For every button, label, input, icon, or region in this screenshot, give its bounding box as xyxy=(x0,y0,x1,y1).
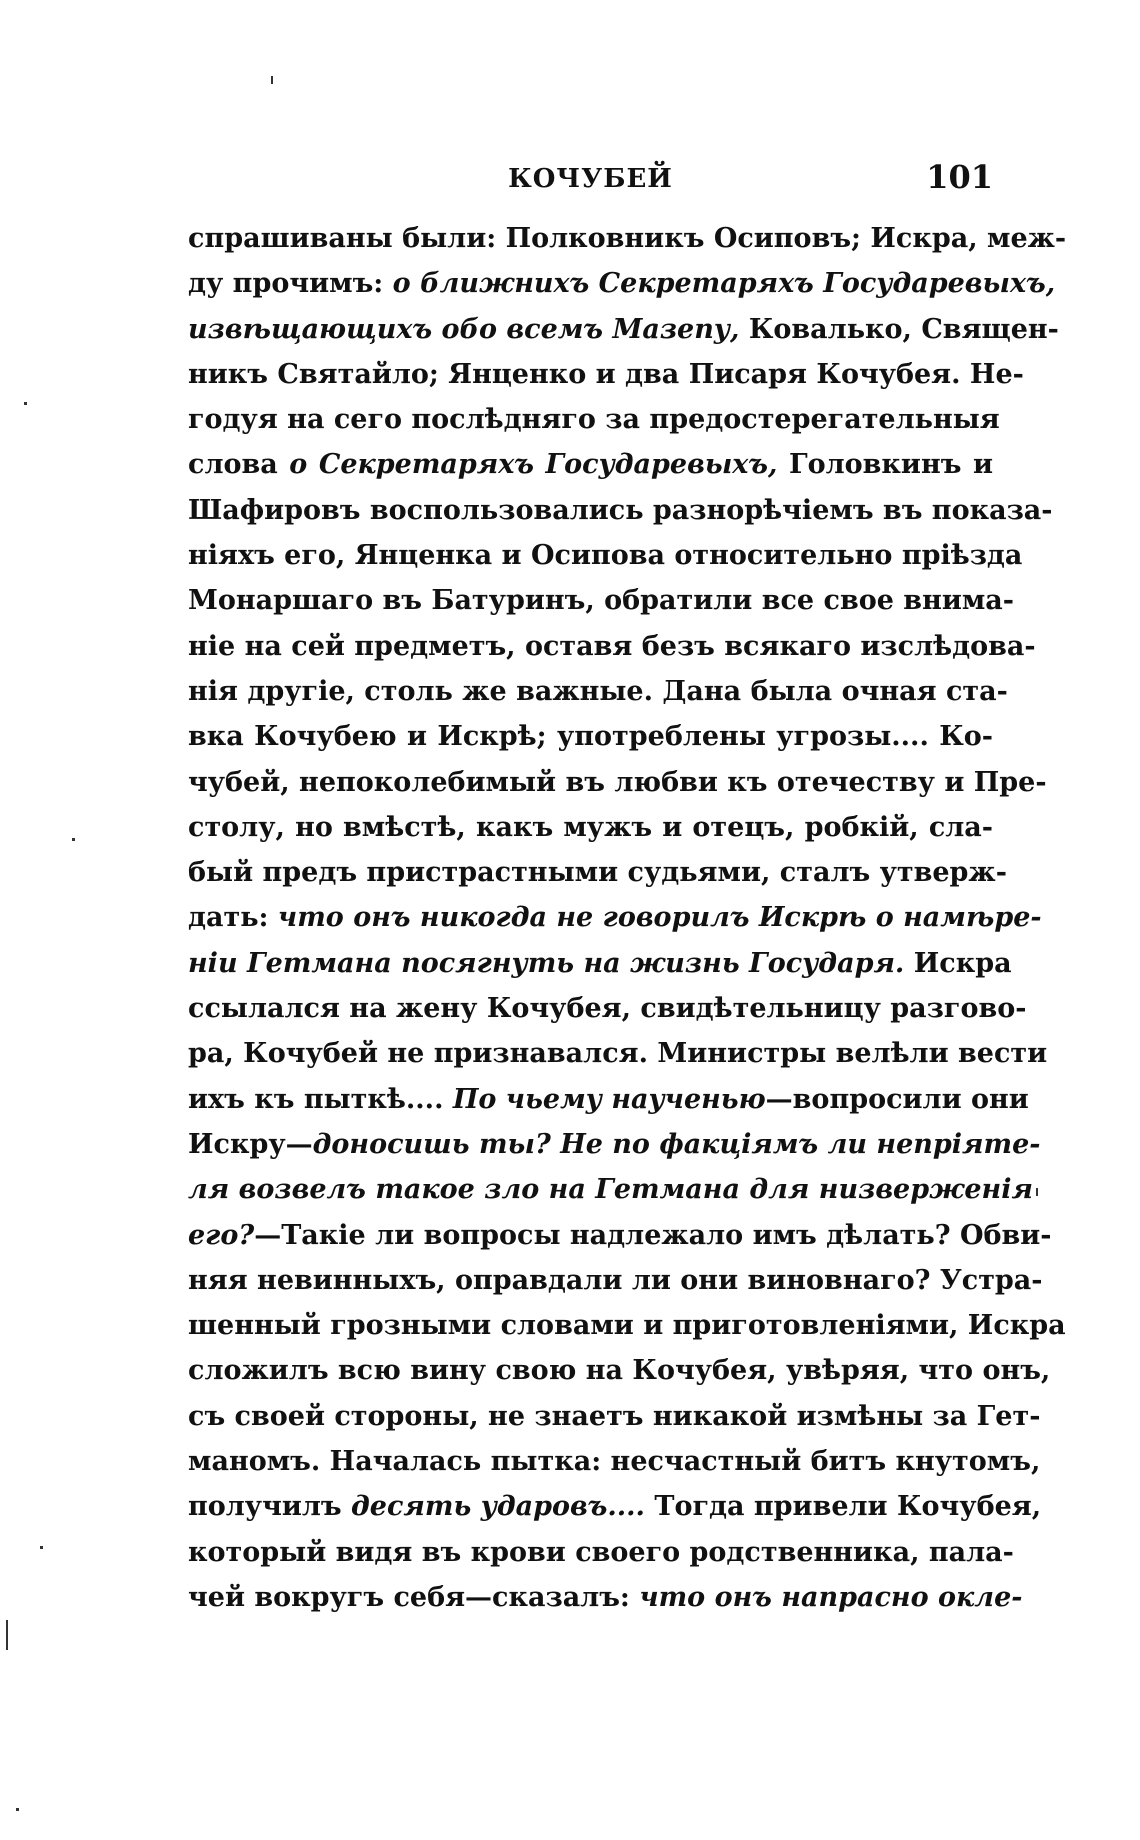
text-segment: —вопросили они xyxy=(765,1083,1029,1115)
text-line xyxy=(188,1122,1041,1167)
text-segment: дать: xyxy=(188,902,278,934)
text-segment: чей вокругъ себя—сказалъ: xyxy=(188,1581,640,1613)
text-segment: сложилъ всю вину свою на Кочубея, увѣряя, что онъ, xyxy=(188,1355,1051,1387)
italic-segment: извѣщающихъ обо всемъ Мазепу, xyxy=(188,313,749,345)
text-line xyxy=(188,1348,1051,1393)
page-header xyxy=(188,158,993,198)
text-segment: ра, Кочубей не признавался. Министры велѣли вести xyxy=(188,1038,1048,1070)
italic-segment: о ближнихъ Секретаряхъ Государевыхъ, xyxy=(392,268,1056,300)
page-number: 101 xyxy=(926,158,993,196)
text-segment: годуя на сего послѣдняго за предостерегательныя xyxy=(188,404,1000,436)
italic-segment: ніи Гетмана посягнуть на жизнь Государя. xyxy=(188,947,905,979)
scan-speck xyxy=(1036,1188,1038,1196)
text-line xyxy=(188,1394,1041,1439)
text-segment: Тогда привели Кочубея, xyxy=(644,1491,1042,1523)
text-line xyxy=(188,1303,1066,1348)
text-segment: шенный грозными словами и приготовленіями, Искра xyxy=(188,1310,1066,1342)
italic-segment: По чьему наученью xyxy=(452,1083,766,1115)
text-line xyxy=(188,1031,1048,1076)
text-line xyxy=(188,986,1027,1031)
scan-speck xyxy=(271,76,273,84)
text-line xyxy=(188,1258,1043,1303)
text-segment: никъ Святайло; Янценко и два Писаря Кочубея. Не- xyxy=(188,358,1024,390)
text-segment: чубей, непоколебимый въ любви къ отечеству и Пре- xyxy=(188,766,1047,798)
text-segment: Шафировъ воспользовались разнорѣчіемъ въ показа- xyxy=(188,494,1053,526)
italic-segment: что онъ никогда не говорилъ Искрѣ о намѣре- xyxy=(277,902,1042,934)
scan-speck xyxy=(72,838,75,841)
text-line xyxy=(188,1484,1042,1529)
text-segment: бый предъ пристрастными судьями, сталъ утверж- xyxy=(188,857,1007,889)
text-line xyxy=(188,895,1042,940)
text-line xyxy=(188,533,1023,578)
text-line xyxy=(188,669,1008,714)
text-segment: вка Кочубею и Искрѣ; употреблены угрозы.... Ко- xyxy=(188,721,993,753)
italic-segment: десять ударовъ.... xyxy=(351,1491,645,1523)
text-line xyxy=(188,578,1015,623)
text-segment: Ковалько, Священ- xyxy=(748,313,1059,345)
text-segment: Головкинъ и xyxy=(777,449,993,481)
text-line xyxy=(188,307,1059,352)
italic-segment: доносишь ты? Не по факціямъ ли непріяте- xyxy=(312,1128,1041,1160)
text-line xyxy=(188,1167,1033,1212)
text-line xyxy=(188,1077,1029,1122)
text-segment: получилъ xyxy=(188,1491,352,1523)
text-segment: —Такіе ли вопросы надлежало имъ дѣлать? Обви- xyxy=(254,1219,1052,1251)
text-line xyxy=(188,397,1000,442)
scan-speck xyxy=(40,1546,43,1549)
text-line xyxy=(188,805,993,850)
text-line xyxy=(188,488,1053,533)
scan-speck xyxy=(6,1620,8,1650)
text-segment: ссылался на жену Кочубея, свидѣтельницу разгово- xyxy=(188,993,1027,1025)
text-segment: спрашиваны были: Полковникъ Осиповъ; Искра, меж- xyxy=(188,223,1067,254)
text-line xyxy=(188,1439,1041,1484)
text-line xyxy=(188,760,1047,805)
italic-segment: о Секретаряхъ Государевыхъ, xyxy=(289,449,778,481)
italic-segment: его? xyxy=(188,1219,255,1251)
text-segment: Искра xyxy=(904,947,1012,979)
text-line xyxy=(188,624,1036,669)
text-line xyxy=(188,850,1007,895)
text-segment: слова xyxy=(188,449,290,481)
text-segment: ихъ къ пыткѣ.... xyxy=(188,1083,453,1115)
italic-segment: что онъ напрасно окле- xyxy=(639,1581,1023,1613)
text-segment: Монаршаго въ Батуринъ, обратили все свое внима- xyxy=(188,585,1015,617)
text-segment: няя невинныхъ, оправдали ли они виновнаго? Устра- xyxy=(188,1264,1043,1296)
text-line xyxy=(188,1530,1014,1575)
body-text xyxy=(188,216,1067,1620)
text-segment: маномъ. Началась пытка: несчастный битъ кнутомъ, xyxy=(188,1446,1041,1478)
running-head: КОЧУБЕЙ xyxy=(508,164,673,194)
text-line xyxy=(188,261,1056,306)
italic-segment: ля возвелъ такое зло на Гетмана для низверженія xyxy=(188,1174,1033,1206)
text-segment: нія другіе, столь же важные. Дана была очная ста- xyxy=(188,675,1008,707)
scan-speck xyxy=(16,1808,19,1811)
text-line xyxy=(188,442,993,487)
text-segment: Искру— xyxy=(188,1128,313,1160)
text-line xyxy=(188,216,1067,261)
text-line xyxy=(188,1213,1052,1258)
text-segment: ніе на сей предметъ, оставя безъ всякаго изслѣдова- xyxy=(188,630,1036,662)
text-line xyxy=(188,941,1012,986)
text-segment: ду прочимъ: xyxy=(188,268,393,300)
scan-speck xyxy=(24,402,27,405)
text-segment: столу, но вмѣстѣ, какъ мужъ и отецъ, робкій, сла- xyxy=(188,811,993,843)
text-segment: который видя въ крови своего родственника, пала- xyxy=(188,1536,1014,1568)
text-line xyxy=(188,352,1024,397)
text-line xyxy=(188,1575,1023,1620)
text-line xyxy=(188,714,993,759)
text-segment: съ своей стороны, не знаетъ никакой измѣны за Гет- xyxy=(188,1400,1041,1432)
text-segment: ніяхъ его, Янценка и Осипова относительно пріѣзда xyxy=(188,540,1023,572)
